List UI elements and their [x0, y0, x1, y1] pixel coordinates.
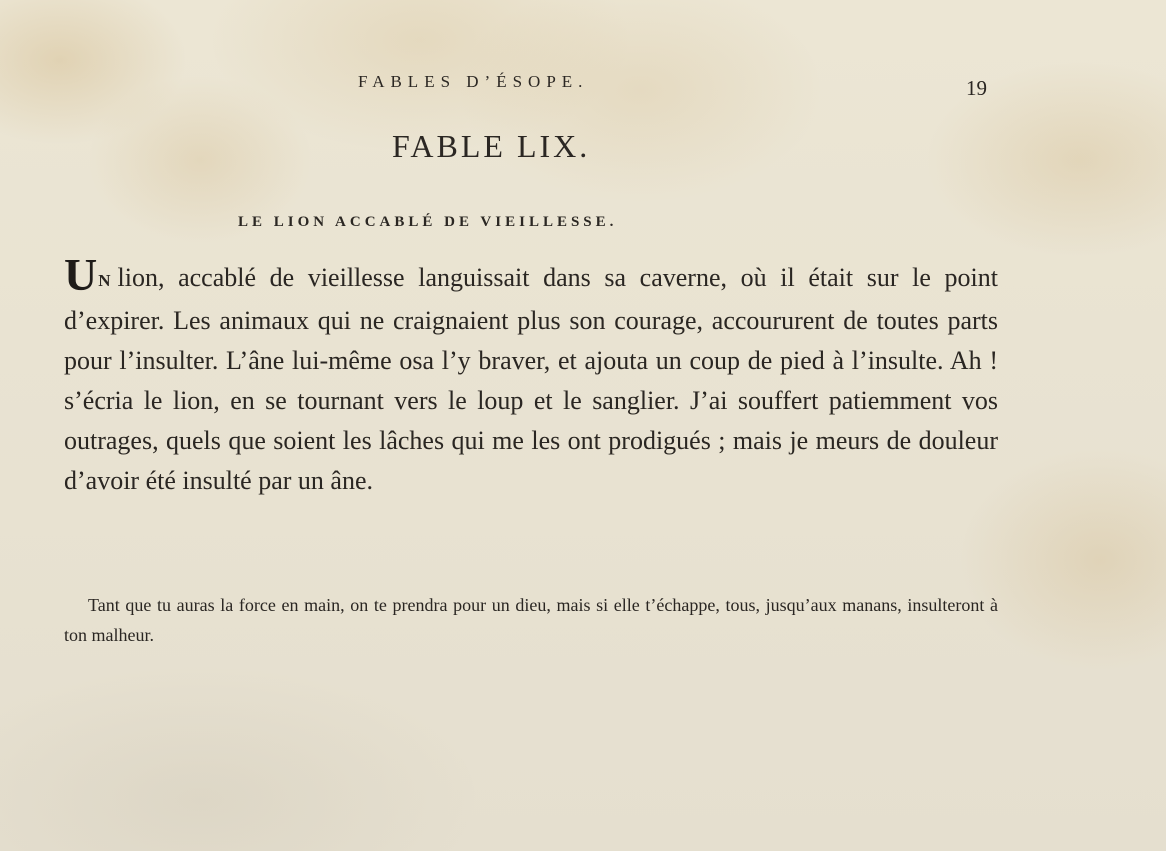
page-number: 19: [966, 76, 987, 100]
fable-body-text: lion, accablé de vieillesse languissait dans sa caverne, où il était sur le point d’expirer. Les animaux qui ne craignaient plus son courage, accoururent de toutes parts pour l’insulter. L’âne lui-même osa l’y braver, et ajouta un coup de pied à l’insulte. Ah ! s’écria le lion, en se tournant vers le loup et le sanglier. J’ai souffert patiemment vos outrages, quels que soient les lâches qui me les ont prodigués ; mais je meurs de douleur d’avoir été insulté par un âne.: [64, 263, 998, 495]
fable-title: LE LION ACCABLÉ DE VIEILLESSE.: [238, 214, 618, 230]
first-word-rest: N: [98, 271, 112, 290]
fable-moral-text: Tant que tu auras la force en main, on te prendra pour un dieu, mais si elle t’échappe, tous, jusqu’aux manans, insulteront à ton malheur.: [64, 595, 998, 645]
running-head: FABLES D’ÉSOPE.: [358, 72, 589, 91]
drop-cap: U: [64, 249, 98, 300]
fable-moral: [64, 590, 998, 650]
fable-body: [64, 249, 998, 501]
fable-number: FABLE LIX.: [392, 128, 591, 164]
